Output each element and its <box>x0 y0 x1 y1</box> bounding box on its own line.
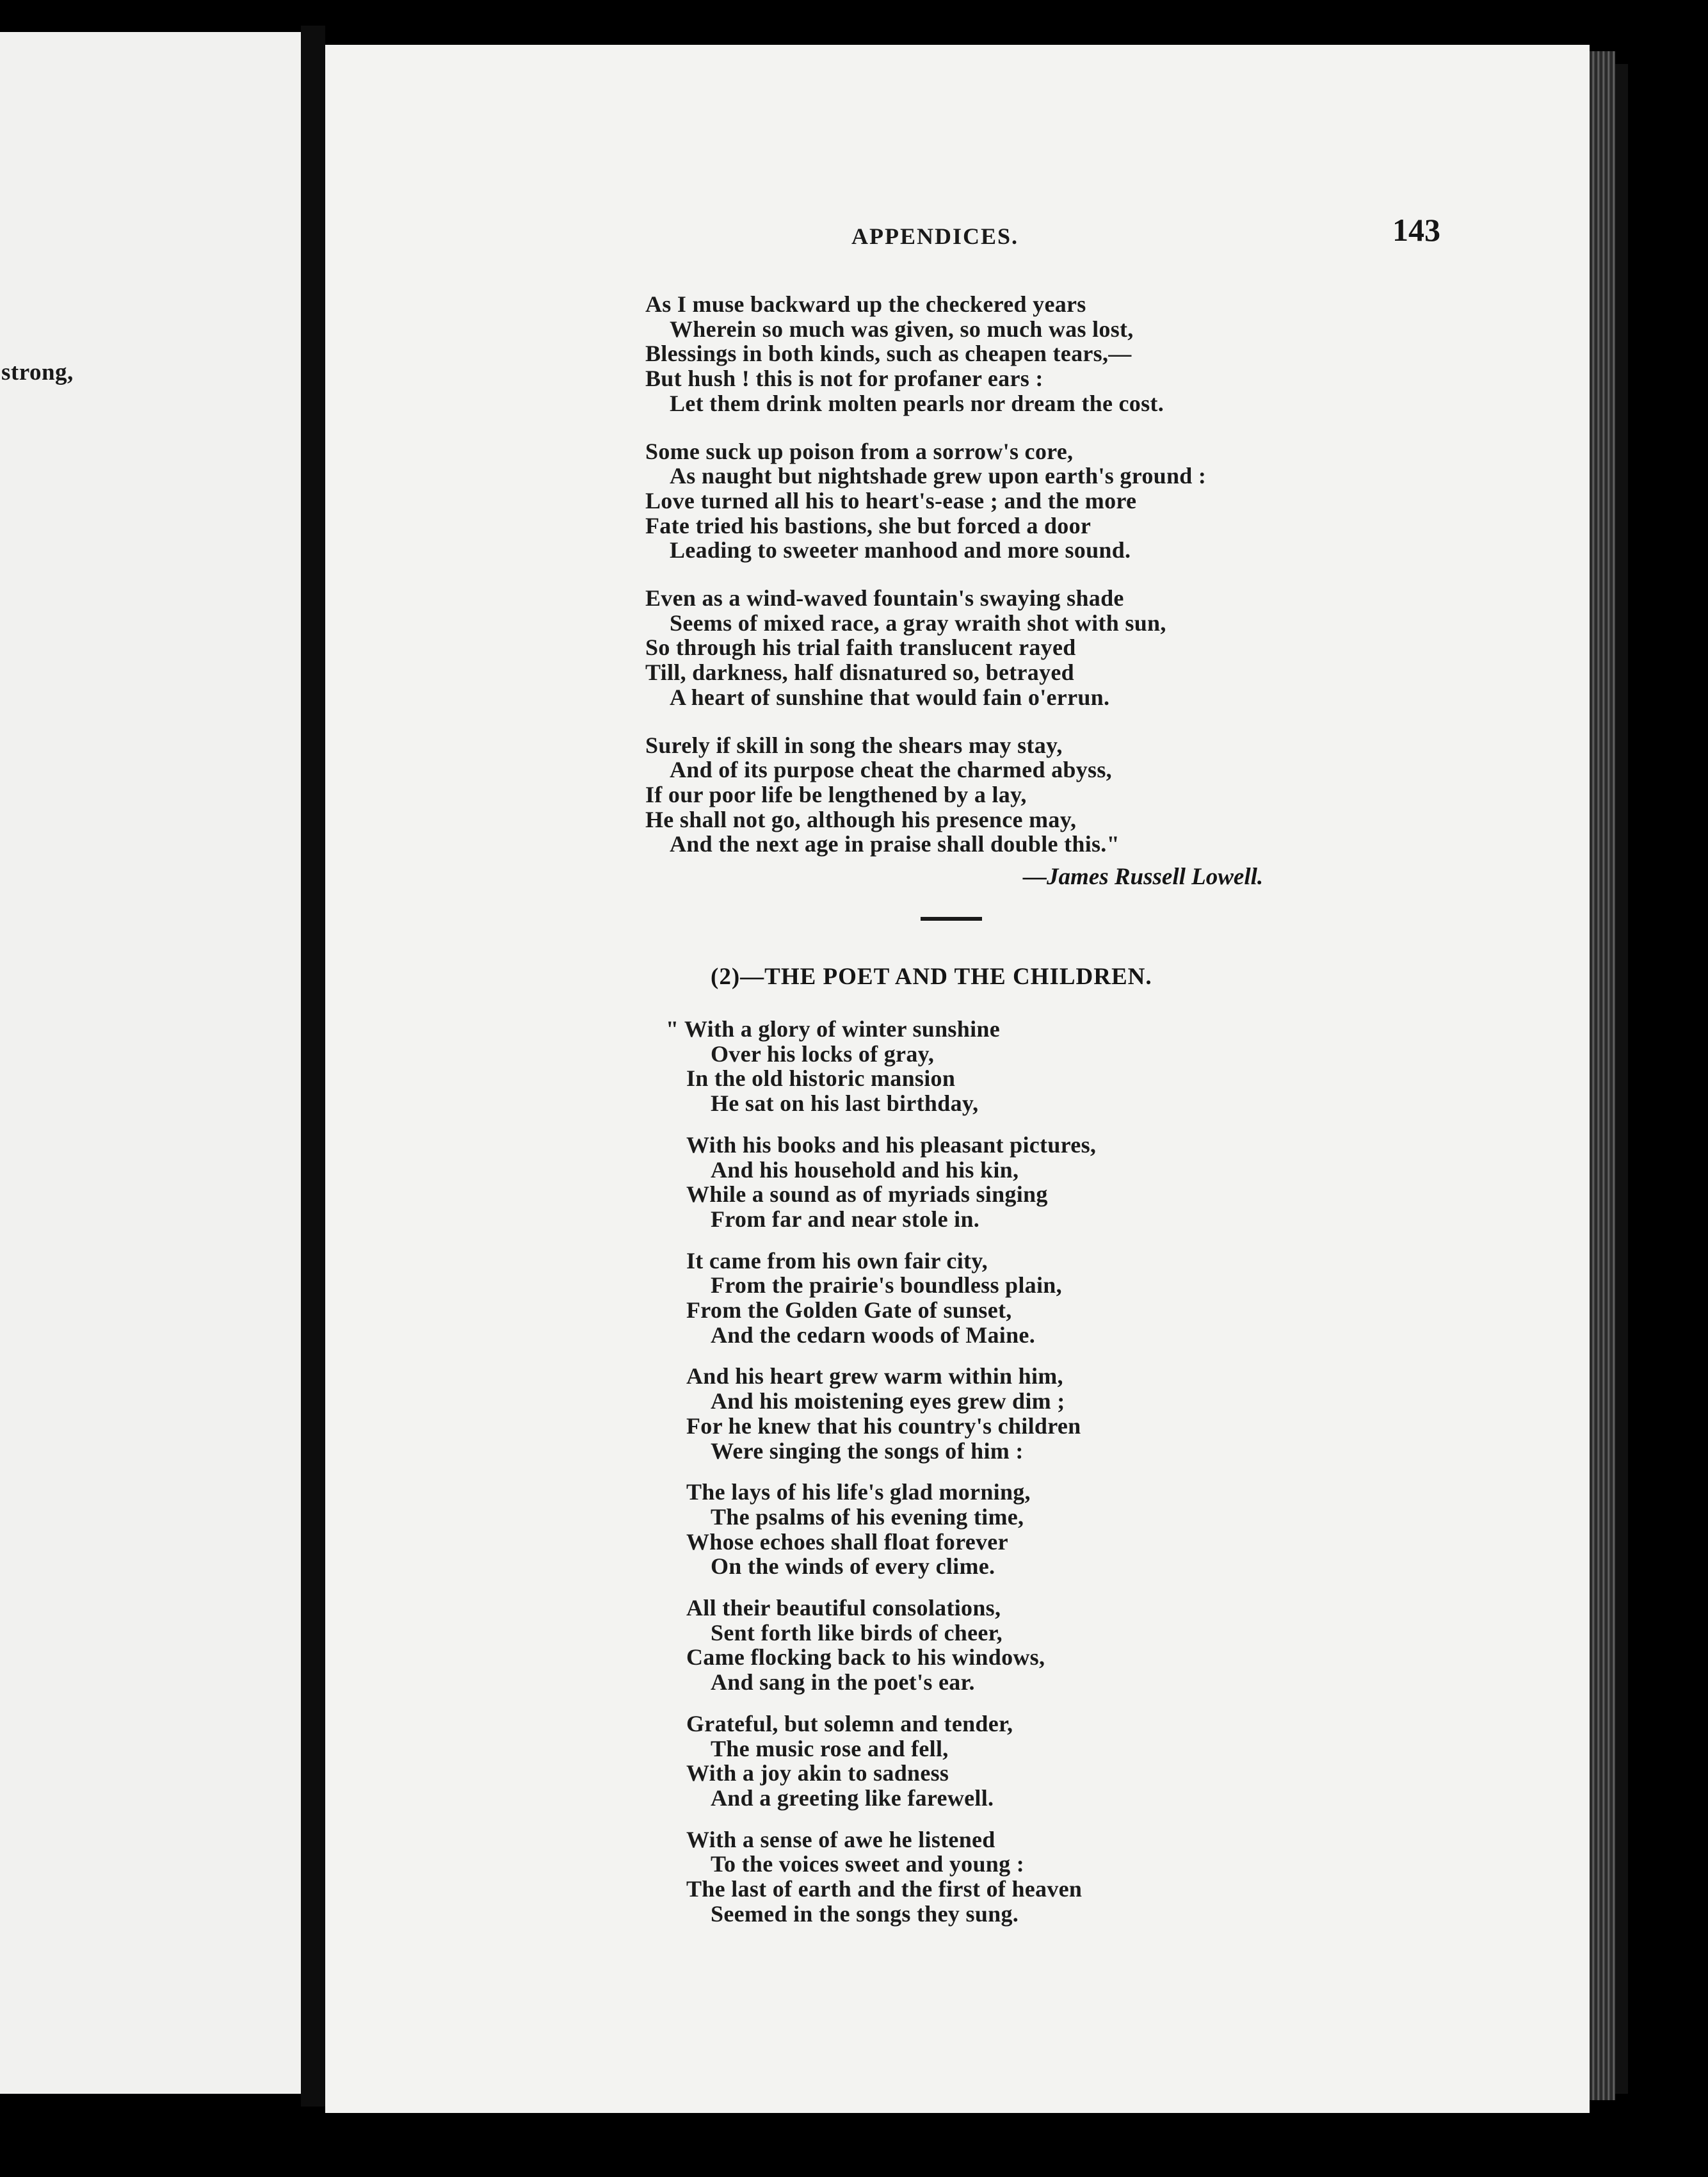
poem-line: With his books and his pleasant pictures, <box>686 1131 1097 1158</box>
poem-line: The lays of his life's glad morning, <box>686 1479 1031 1505</box>
poem-line: And his moistening eyes grew dim ; <box>711 1388 1065 1414</box>
stanza <box>686 1364 1096 1463</box>
poem-line: A heart of sunshine that would fain o'errun. <box>670 684 1110 710</box>
poem-line: Grateful, but solemn and tender, <box>686 1710 1013 1736</box>
stanza <box>686 1712 1096 1811</box>
page-number: 143 <box>1392 212 1440 248</box>
poem-line: If our poor life be lengthened by a lay, <box>645 781 1027 807</box>
stanza <box>666 1016 1096 1117</box>
poem-line: Were singing the songs of him : <box>711 1437 1024 1464</box>
poem-line: But hush ! this is not for profaner ears : <box>645 366 1043 392</box>
poem-line: From the Golden Gate of sunset, <box>686 1297 1012 1323</box>
book-cover-edge <box>1615 64 1628 2094</box>
poem-line: With a joy akin to sadness <box>686 1760 949 1786</box>
poem-line: Fate tried his bastions, she but forced a door <box>645 512 1092 538</box>
stanza <box>645 439 1206 563</box>
running-head: APPENDICES. <box>851 223 1019 249</box>
stanza <box>686 1827 1096 1927</box>
book-gutter <box>301 26 325 2107</box>
section-divider <box>921 917 982 921</box>
stanza <box>645 292 1206 416</box>
stanza <box>686 1133 1096 1232</box>
poem-line: On the winds of every clime. <box>711 1553 995 1580</box>
poem-line: And his household and his kin, <box>711 1156 1019 1183</box>
poem-line: He shall not go, although his presence may, <box>645 806 1077 832</box>
poem-line: Whose echoes shall float forever <box>686 1528 1008 1555</box>
section-title: (2)—THE POET AND THE CHILDREN. <box>711 964 1152 990</box>
poem-line: Over his locks of gray, <box>711 1040 935 1067</box>
second-poem <box>666 1016 1097 1943</box>
poem-line: From the prairie's boundless plain, <box>711 1272 1062 1299</box>
poem-line: Wherein so much was given, so much was lost, <box>670 316 1134 342</box>
poem-line: The psalms of his evening time, <box>711 1503 1024 1530</box>
poem-line: And sang in the poet's ear. <box>711 1669 975 1695</box>
stanza <box>645 733 1206 857</box>
stanza <box>645 586 1206 710</box>
stanza <box>686 1480 1096 1579</box>
poem-line: Some suck up poison from a sorrow's core, <box>645 438 1074 464</box>
poem-line: To the voices sweet and young : <box>711 1851 1024 1877</box>
poem-line: " With a glory of winter sunshine <box>666 1016 1000 1042</box>
poem-line: It came from his own fair city, <box>686 1247 988 1274</box>
poem-line: The last of earth and the first of heaven <box>686 1876 1083 1902</box>
poem-line: Even as a wind-waved fountain's swaying shade <box>645 585 1124 611</box>
poem-line: And the cedarn woods of Maine. <box>711 1322 1036 1348</box>
poem-line: Surely if skill in song the shears may stay, <box>645 732 1063 758</box>
poem-line: And a greeting like farewell. <box>711 1784 994 1811</box>
poem-line: Leading to sweeter manhood and more sound. <box>670 537 1131 563</box>
left-page-text-fragment: strong, <box>1 359 74 385</box>
page-edge-stack <box>1590 51 1615 2100</box>
poem-line: Seemed in the songs they sung. <box>711 1900 1019 1927</box>
poem-line: Till, darkness, half disnatured so, betrayed <box>645 660 1074 686</box>
poem-line: All their beautiful consolations, <box>686 1595 1001 1621</box>
first-poem <box>645 292 1206 880</box>
poem-line: As I muse backward up the checkered years <box>645 291 1086 317</box>
poem-line: From far and near stole in. <box>711 1206 980 1232</box>
poem-line: And of its purpose cheat the charmed abyss, <box>670 757 1112 783</box>
poem-line: And his heart grew warm within him, <box>686 1363 1063 1389</box>
poem-line: Came flocking back to his windows, <box>686 1644 1045 1671</box>
poem-line: As naught but nightshade grew upon earth's ground : <box>670 463 1207 489</box>
poem-line: In the old historic mansion <box>686 1065 956 1092</box>
poem-line: He sat on his last birthday, <box>711 1090 979 1117</box>
poem-line: And the next age in praise shall double this." <box>670 831 1120 857</box>
stanza <box>686 1249 1096 1348</box>
poem-attribution: —James Russell Lowell. <box>1023 864 1264 890</box>
poem-line: Let them drink molten pearls nor dream the cost. <box>670 390 1164 416</box>
poem-line: For he knew that his country's children <box>686 1412 1081 1439</box>
poem-line: The music rose and fell, <box>711 1735 949 1761</box>
poem-line: While a sound as of myriads singing <box>686 1181 1048 1208</box>
stanza <box>686 1596 1096 1695</box>
left-page <box>0 32 301 2094</box>
poem-line: Sent forth like birds of cheer, <box>711 1619 1003 1646</box>
poem-line: Blessings in both kinds, such as cheapen tears,— <box>645 341 1132 367</box>
poem-line: With a sense of awe he listened <box>686 1826 995 1852</box>
poem-line: Seems of mixed race, a gray wraith shot with sun, <box>670 610 1166 636</box>
poem-line: Love turned all his to heart's-ease ; and the more <box>645 487 1137 514</box>
poem-line: So through his trial faith translucent rayed <box>645 635 1076 661</box>
